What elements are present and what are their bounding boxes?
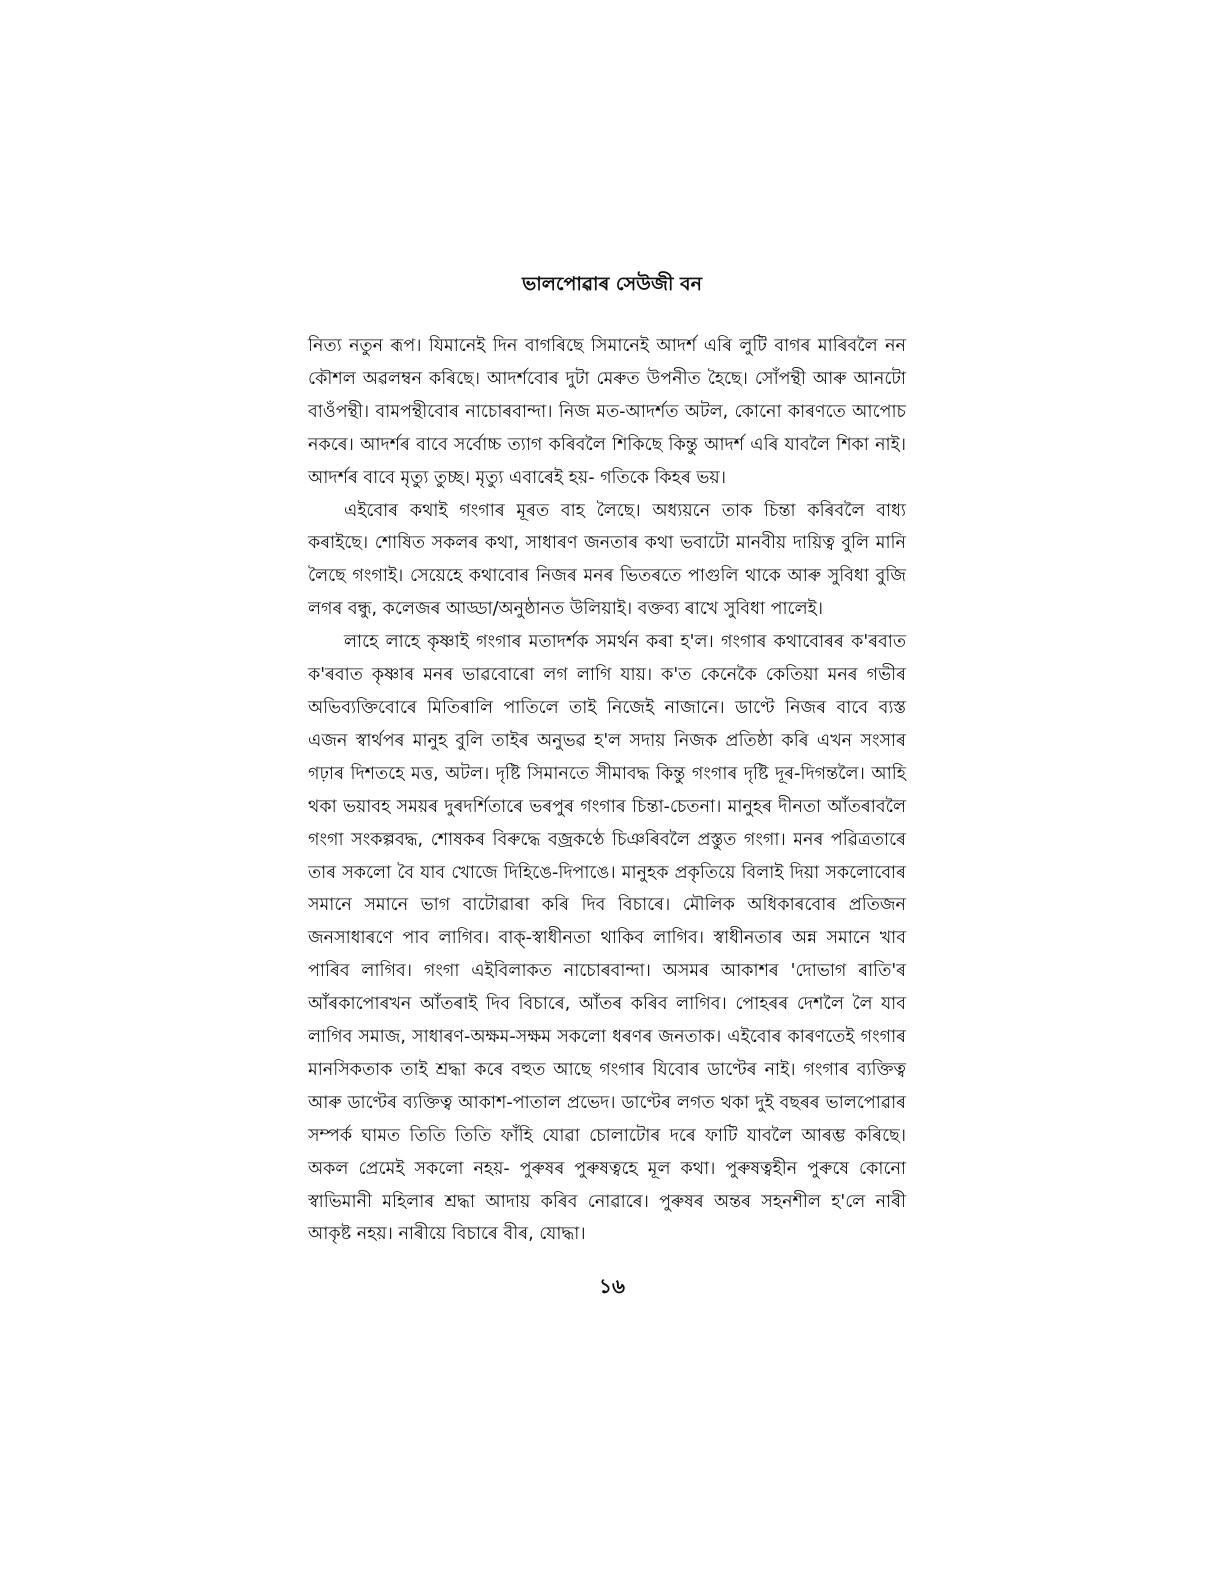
paragraph: নিত্য নতুন ৰূপ। যিমানেই দিন বাগৰিছে সিমানেই আদৰ্শ এৰি লুটি বাগৰ মাৰিবলৈ নন কৌশল অৱলম্বন কৰিছে। আদৰ্শবোৰ দুটা মেৰুত উপনীত হৈছে। সোঁপন্থী আৰু আনটো বাওঁপন্থী। বামপন্থীবোৰ নাচোৰবান্দা। নিজ মত-আদৰ্শত অটল, কোনো কাৰণতে আপোচ নকৰে। আদৰ্শৰ বাবে সৰ্বোচ্চ ত্যাগ কৰিবলৈ শিকিছে কিন্তু আদৰ্শ এৰি যাবলৈ শিকা নাই। আদৰ্শৰ বাবে মৃত্যু তুচ্ছ। মৃত্যু এবাৰেই হয়- গতিকে কিহৰ ভয়।	[308, 336, 906, 488]
paragraph: লাহে লাহে কৃষ্ণাই গংগাৰ মতাদৰ্শক সমৰ্থন কৰা হ'ল। গংগাৰ কথাবোৰৰ ক'ৰবাত ক'ৰবাত কৃষ্ণাৰ মনৰ ভাৱবোৰো লগ লাগি যায়। ক'ত কেনেকৈ কেতিয়া মনৰ গভীৰ অভিব্যক্তিবোৰে মিতিৰালি পাতিলে তাই নিজেই নাজানে। ডাণ্টে নিজৰ বাবে ব্যস্ত এজন স্বাৰ্থপৰ মানুহ বুলি তাইৰ অনুভৱ হ'ল সদায় নিজক প্ৰতিষ্ঠা কৰি এখন সংসাৰ গঢ়াৰ দিশতহে মত্ত, অটল। দৃষ্টি সিমানতে সীমাবদ্ধ কিন্তু গংগাৰ দৃষ্টি দূৰ-দিগন্তলৈ। আহি থকা ভয়াবহ সময়ৰ দুৰদৰ্শিতাৰে ভৰপুৰ গংগাৰ চিন্তা-চেতনা। মানুহৰ দীনতা আঁতৰাবলৈ গংগা সংকল্পবদ্ধ, শোষকৰ বিৰুদ্ধে বজ্ৰকণ্ঠে চিঞৰিবলৈ প্ৰস্তুত গংগা। মনৰ পৱিত্ৰতাৰে তাৰ সকলো বৈ যাব খোজে দিহিঙে-দিপাঙে। মানুহক প্ৰকৃতিয়ে বিলাই দিয়া সকলোবোৰ সমানে সমানে ভাগ বাটোৱাৰা কৰি দিব বিচাৰে। মৌলিক অধিকাৰবোৰ প্ৰতিজন জনসাধাৰণে পাব লাগিব। বাক্-স্বাধীনতা থাকিব লাগিব। স্বাধীনতাৰ অন্ন সমানে খাব পাৰিব লাগিব। গংগা এইবিলাকত নাচোৰবান্দা। অসমৰ আকাশৰ 'দোভাগ ৰাতি'ৰ আঁৰকাপোৰখন আঁতৰাই দিব বিচাৰে, আঁতৰ কৰিব লাগিব। পোহৰৰ দেশলৈ লৈ যাব লাগিব সমাজ, সাধাৰণ-অক্ষম-সক্ষম সকলো ধৰণৰ জনতাক। এইবোৰ কাৰণতেই গংগাৰ মানসিকতাক তাই শ্ৰদ্ধা কৰে বহুত আছে গংগাৰ যিবোৰ ডাণ্টেৰ নাই। গংগাৰ ব্যক্তিত্ব আৰু ডাণ্টেৰ ব্যক্তিত্ব আকাশ-পাতাল প্ৰভেদ। ডাণ্টেৰ লগত থকা দুই বছৰৰ ভালপোৱাৰ সম্পৰ্ক ঘামত তিতি তিতি ফাঁহি যোৱা চোলাটোৰ দৰে ফাটি যাবলৈ আৰম্ভ কৰিছে। অকল প্ৰেমেই সকলো নহয়- পুৰুষৰ পুৰুষত্বহে মূল কথা। পুৰুষত্বহীন পুৰুষে কোনো স্বাভিমানী মহিলাৰ শ্ৰদ্ধা আদায় কৰিব নোৱাৰে। পুৰুষৰ অন্তৰ সহনশীল হ'লে নাৰী আকৃষ্ট নহয়। নাৰীয়ে বিচাৰে বীৰ, যোদ্ধা।	[308, 632, 906, 1245]
page-number: ১৬	[599, 1274, 625, 1298]
paragraph: এইবোৰ কথাই গংগাৰ মূৰত বাহ লৈছে। অধ্যয়নে তাক চিন্তা কৰিবলৈ বাধ্য কৰাইছে। শোষিত সকলৰ কথা, সাধাৰণ জনতাৰ কথা ভবাটো মানবীয় দায়িত্ব বুলি মানি লৈছে গংগাই। সেয়েহে কথাবোৰ নিজৰ মনৰ ভিতৰতে পাগুলি থাকে আৰু সুবিধা বুজি লগৰ বন্ধু, কলেজৰ আড্ডা/অনুষ্ঠানত উলিয়াই। বক্তব্য ৰাখে সুবিধা পালেই।	[308, 500, 906, 620]
body-text	[308, 330, 906, 1251]
running-header-title: ভালপোৱাৰ সেউজী বন	[522, 273, 702, 295]
